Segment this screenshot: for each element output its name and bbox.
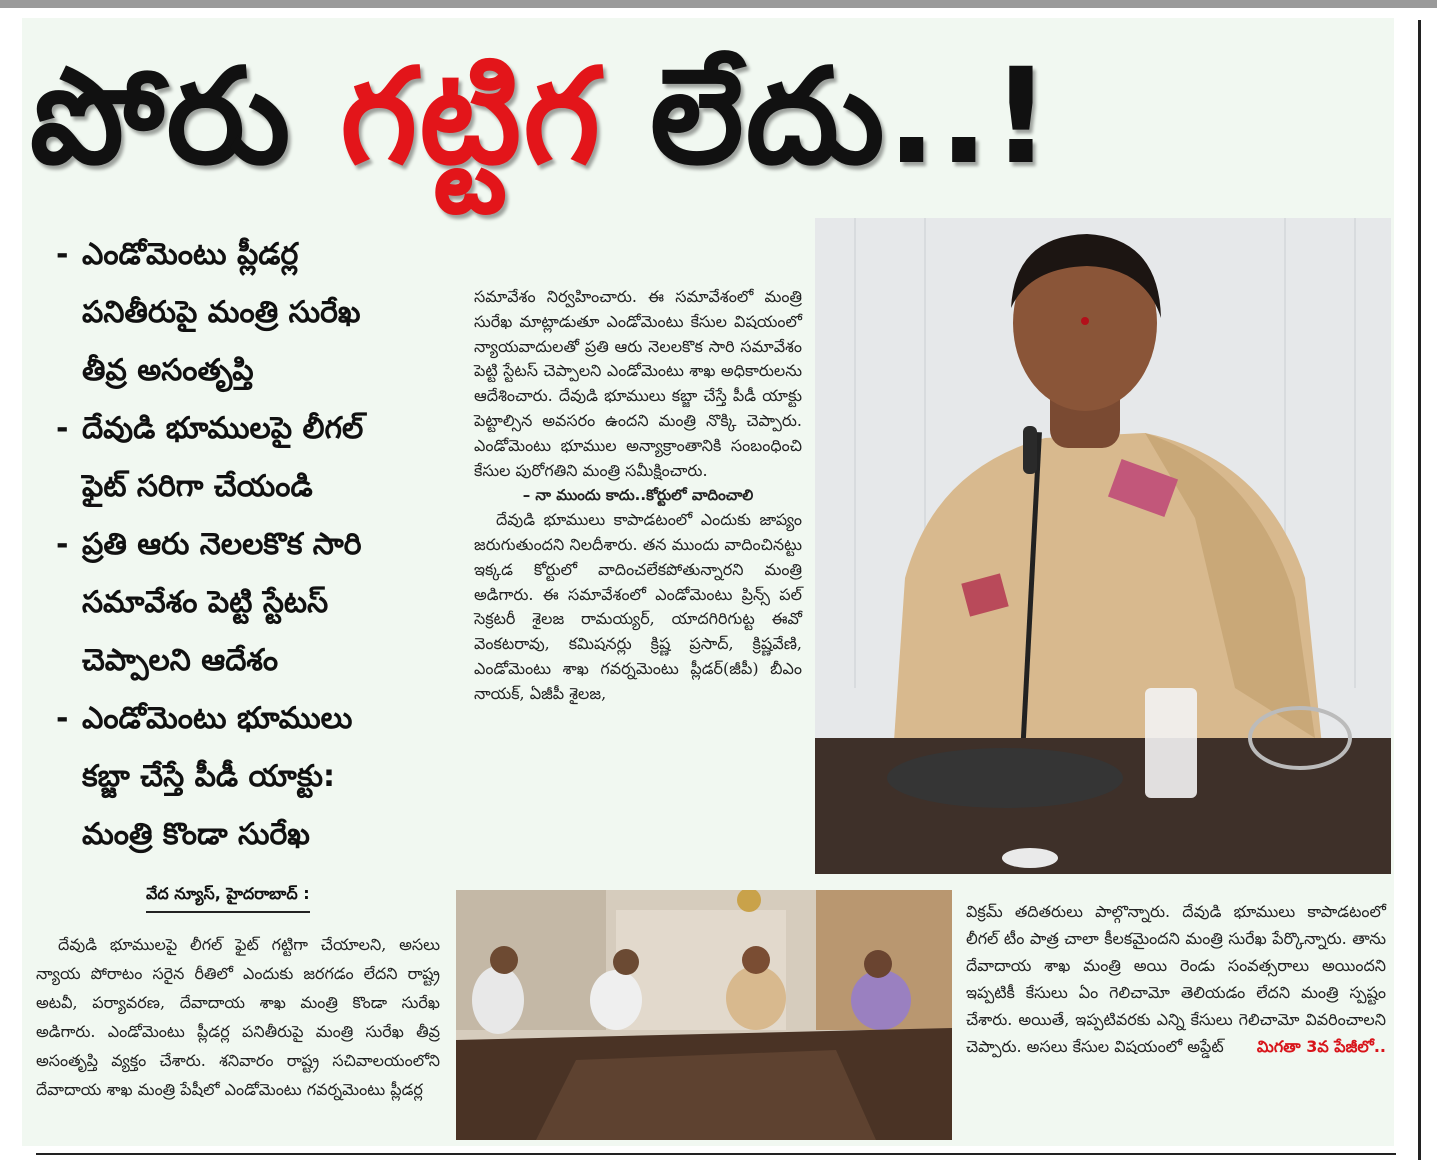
article-subhead: – నా ముందు కాదు..కోర్టులో వాదించాలి (522, 486, 754, 505)
bullet-item (56, 516, 436, 690)
bullet-line: ప్రతి ఆరు నెలలకొక సారి (82, 527, 362, 562)
article-paragraph: సమావేశం నిర్వహించారు. ఈ సమావేశంలో మంత్రి సురేఖ మాట్లాడుతూ ఎండోమెంటు కేసుల విషయంలో న్యాయవాదులతో ప్రతి ఆరు నెలలకొక సారి సమావేశం పెట్టి స్టేటస్ చెప్పాలని ఎండోమెంటు శాఖ అధికారులను ఆదేశించారు. దేవుడి భూములు కబ్జా చేస్తే పీడీ యాక్టు పెట్టాల్సిన అవసరం ఉందని మంత్రి నొక్కి చెప్పారు. ఎండోమెంటు భూముల అన్యాక్రాంతానికి సంబంధించి కేసుల పురోగతిని మంత్రి సమీక్షించారు. (474, 287, 802, 480)
bullet-dash: - (56, 411, 69, 446)
bullet-line: పనితీరుపై మంత్రి సురేఖ (82, 295, 361, 330)
bullet-line: సమావేశం పెట్టి స్టేటస్ (82, 585, 329, 620)
minister-photo (815, 218, 1391, 874)
article-paragraph (966, 898, 1386, 1060)
headline-part-1: పోరు (30, 40, 293, 194)
bullet-item (56, 226, 436, 400)
bullet-line: మంత్రి కొండా సురేఖ (82, 817, 310, 852)
bullet-line: దేవుడి భూములపై లీగల్ (82, 411, 364, 446)
column-rule (1418, 20, 1421, 1160)
bottom-rule (36, 1153, 1396, 1155)
bullet-line: ఫైట్ సరిగా చేయండి (82, 469, 313, 504)
headline-part-3: లేదు..! (650, 40, 1054, 194)
bullet-line: తీవ్ర అసంతృప్తి (82, 353, 254, 388)
bullet-dash: - (56, 701, 69, 736)
article-paragraph: దేవుడి భూములు కాపాడటంలో ఎందుకు జాప్యం జరుగుతుందని నిలదీశారు. తన ముందు వాదించినట్టు ఇక్కడ కోర్టులో వాదించలేకపోతున్నారని మంత్రి అడిగారు. ఈ సమావేశంలో ఎండోమెంటు ప్రిన్స్ పల్ సెక్రటరీ శైలజ రామయ్యర్, యాదగిరిగుట్ట ఈవో వెంకటరావు, కమిషనర్లు క్రిష్ణ ప్రసాద్, క్రిష్ణవేణి, ఎండోమెంటు శాఖ గవర్నమెంటు ప్లీడర్(జీపీ) బీఎం నాయక్, ఏజీపీ శైలజ, (474, 510, 802, 703)
bullet-line: ఎండోమెంటు భూములు (82, 701, 353, 736)
bullet-item (56, 400, 436, 516)
bullet-dash: - (56, 237, 69, 272)
highlight-bullets (56, 226, 436, 864)
continued-on-page-3-link[interactable]: మిగతా 3వ పేజీలో.. (1256, 1037, 1386, 1056)
article-column-right (966, 898, 1386, 1060)
article-column-left (36, 930, 440, 1104)
article-column-middle (474, 285, 802, 707)
article-text: విక్రమ్ తదితరులు పాల్గొన్నారు. దేవుడి భూములు కాపాడటంలో లీగల్ టీం పాత్ర చాలా కీలకమైందని మంత్రి సురేఖ పేర్కొన్నారు. తాను దేవాదాయ శాఖ మంత్రి అయి రెండు సంవత్సరాలు అయిందని ఇప్పటికీ కేసులు ఏం గెలిచామో తెలియడం లేదని మంత్రి స్పష్టం చేశారు. అయితే, ఇప్పటివరకు ఎన్ని కేసులు గెలిచామో వివరించాలని చెప్పారు. అసలు కేసుల విషయంలో అప్డేట్ (966, 902, 1386, 1056)
bullet-dash: - (56, 527, 69, 562)
meeting-photo-illustration (456, 890, 952, 1140)
bullet-item (56, 690, 436, 864)
top-border (0, 0, 1437, 8)
bullet-line: చెప్పాలని ఆదేశం (82, 643, 279, 678)
article-paragraph: దేవుడి భూములపై లీగల్ ఫైట్ గట్టిగా చేయాలని, అసలు న్యాయ పోరాటం సరైన రీతిలో ఎందుకు జరగడం లేదని రాష్ట్ర అటవీ, పర్యావరణ, దేవాదాయ శాఖ మంత్రి కొండా సురేఖ అడిగారు. ఎండోమెంటు ప్లీడర్ల పనితీరుపై మంత్రి సురేఖ తీవ్ర అసంతృప్తి వ్యక్తం చేశారు. శనివారం రాష్ట్ర సచివాలయంలోని దేవాదాయ శాఖ మంత్రి పేషీలో ఎండోమెంటు గవర్నమెంటు ప్లీడర్ల (36, 935, 440, 1099)
minister-photo-illustration (815, 218, 1391, 874)
headline-part-2: గట్టిగ (340, 40, 603, 194)
meeting-photo (456, 890, 952, 1140)
bullet-line: ఎండోమెంటు ప్లీడర్ల (82, 237, 299, 272)
bullet-line: కబ్జా చేస్తే పీడీ యాక్టు: (82, 759, 335, 794)
dateline: వేద న్యూస్, హైదరాబాద్ : (146, 884, 310, 913)
